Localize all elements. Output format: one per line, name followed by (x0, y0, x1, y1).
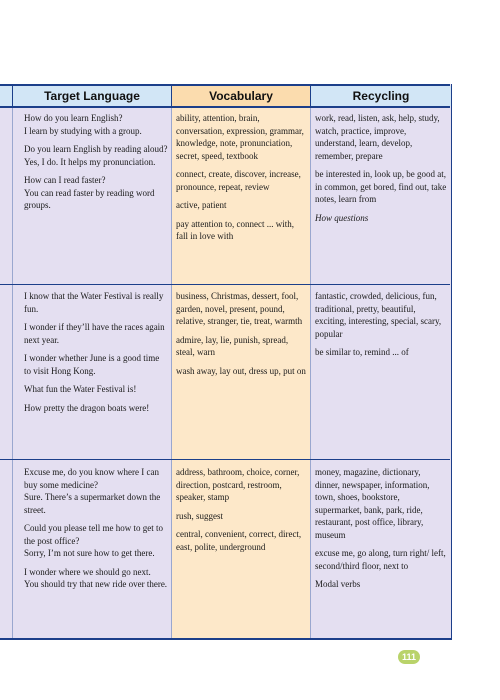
vocabulary-text: ability, attention, brain, conversation, expression, grammar, knowledge, note, pronunciation, secret, speed, textbook (176, 113, 304, 161)
target-text: Do you learn English by reading aloud? Yes, I do. It helps my pronunciation. (24, 144, 168, 167)
row-2-vocabulary (176, 290, 308, 383)
row-3-vocabulary (176, 466, 308, 559)
target-text: What fun the Water Festival is! (24, 384, 137, 394)
left-margin-column (0, 84, 12, 638)
target-text: I wonder whether June is a good time to visit Hong Kong. (24, 353, 160, 376)
target-text: How can I read faster? You can read faster by reading word groups. (24, 175, 155, 210)
recycling-text: be similar to, remind ... of (315, 347, 409, 357)
row-3-target-language (24, 466, 168, 597)
row-divider (0, 284, 450, 285)
row-2-recycling (315, 290, 447, 365)
vocabulary-text: business, Christmas, dessert, fool, garden, novel, present, pound, relative, stranger, tie, treat, warmth (176, 291, 303, 326)
target-text: How do you learn English? I learn by studying with a group. (24, 113, 142, 136)
header-spacer (0, 86, 12, 106)
vocabulary-text: rush, suggest (176, 510, 223, 521)
vocabulary-text: address, bathroom, choice, corner, direction, postcard, restroom, speaker, stamp (176, 467, 300, 502)
page-number-badge: 111 (398, 650, 420, 664)
header-recycling: Recycling (310, 86, 451, 106)
target-text: I wonder where we should go next. You should try that new ride over there. (24, 566, 168, 589)
row-1-recycling (315, 112, 447, 230)
header-target-language: Target Language (12, 86, 171, 106)
row-divider (0, 459, 450, 460)
target-text: I wonder if they’ll have the races again next year. (24, 322, 165, 345)
recycling-text (315, 212, 447, 225)
vocabulary-text: connect, create, discover, increase, pronounce, repeat, review (176, 169, 301, 192)
row-2-target-language (24, 290, 168, 420)
recycling-text: be interested in, look up, be good at, in common, get bored, find out, take notes, learn from (315, 169, 447, 204)
recycling-text: excuse me, go along, turn right/ left, second/third floor, next to (315, 548, 446, 571)
vocabulary-text: admire, lay, lie, punish, spread, steal, warn (176, 334, 289, 357)
vocabulary-text: active, patient (176, 200, 227, 210)
target-text: Excuse me, do you know where I can buy some medicine? Sure. There’s a supermarket down the street. (24, 467, 161, 515)
target-text: How pretty the dragon boats were! (24, 402, 150, 413)
row-1-target-language (24, 112, 168, 218)
target-text: Could you please tell me how to get to the post office? Sorry, I’m not sure how to get there. (24, 523, 163, 558)
row-1-vocabulary (176, 112, 308, 249)
row-3-recycling (315, 466, 447, 597)
recycling-text: Modal verbs (315, 579, 361, 589)
header-vocabulary: Vocabulary (171, 86, 310, 106)
vocabulary-text: pay attention to, connect ... with, fall in love with (176, 218, 294, 241)
language-table (0, 84, 452, 640)
recycling-italic-text: How questions (315, 212, 369, 223)
target-text: I know that the Water Festival is really fun. (24, 291, 164, 314)
vocabulary-text: wash away, lay out, dress up, put on (176, 365, 306, 376)
table-header (0, 84, 450, 108)
vocabulary-text: central, convenient, correct, direct, east, polite, underground (176, 529, 302, 552)
recycling-text: work, read, listen, ask, help, study, watch, practice, improve, understand, learn, develop, remember, prepare (315, 113, 440, 161)
recycling-text: money, magazine, dictionary, dinner, newspaper, information, town, shoes, bookstore, supermarket, bank, park, ride, restaurant, post office, library, museum (315, 467, 430, 540)
recycling-text: fantastic, crowded, delicious, fun, traditional, pretty, beautiful, exciting, interesting, special, scary, popular (315, 291, 442, 339)
